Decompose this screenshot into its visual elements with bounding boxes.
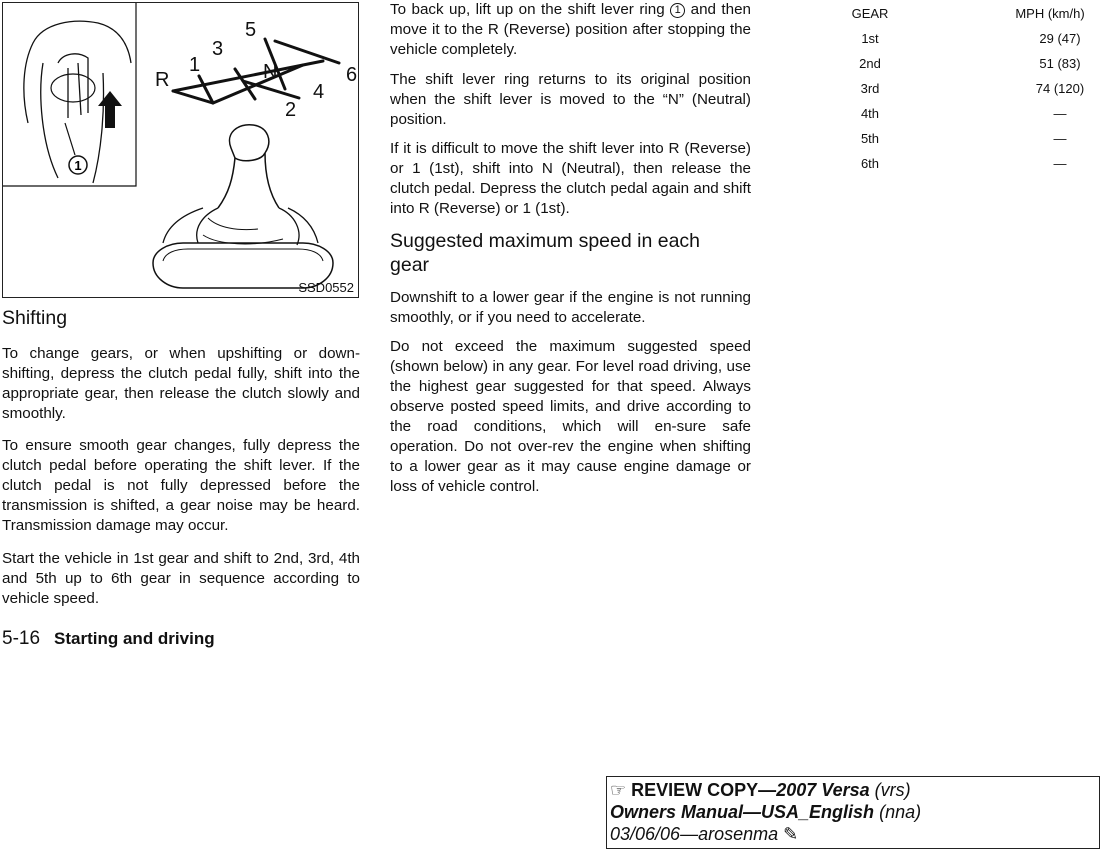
table-row (790, 56, 1095, 81)
middle-paragraph-3: If it is difficult to move the shift lever into R (Reverse) or 1 (1st), shift into N (Neutral), then release the clutch pedal. Depress the clutch pedal again and shift into R (Reverse) or 1 (1st). (390, 140, 751, 217)
gate-label-2: 2 (285, 99, 297, 121)
speed-cell: 51 (83) (1039, 56, 1081, 71)
middle-paragraph-2: The shift lever ring returns to its original position when the shift lever is moved to the “N” (Neutral) position. (390, 71, 751, 128)
table-row (790, 156, 1095, 181)
gear-cell: 1st (861, 31, 879, 46)
ring-reference-icon: 1 (670, 3, 685, 18)
middle-paragraph-5: Do not exceed the maximum suggested speed (shown below) in any gear. For level road driving, use the highest gear suggested for that speed. Always observe posted speed limits, and drive according to the road conditions, which will en-sure safe operation. Do not over-rev the engine when shifting to a lower gear as it may cause engine damage or loss of vehicle control. (390, 338, 751, 495)
middle-p1-start: To back up, lift up on the shift lever ring (390, 1, 665, 18)
speed-cell: — (1053, 131, 1067, 146)
gate-label-n: N (263, 61, 278, 83)
left-paragraph-3: Start the vehicle in 1st gear and shift to 2nd, 3rd, 4th and 5th up to 6th gear in sequence according to vehicle speed. (2, 550, 360, 607)
table-row (790, 81, 1095, 106)
gate-label-5: 5 (245, 19, 257, 41)
max-speed-table (790, 6, 1095, 181)
header-gear: GEAR (851, 6, 889, 21)
gate-label-1: 1 (189, 54, 201, 76)
middle-paragraph-4: Downshift to a lower gear if the engine is not running smoothly, or if you need to accelerate. (390, 289, 751, 326)
gate-label-r: R (155, 69, 170, 91)
speed-cell: 29 (47) (1039, 31, 1081, 46)
table-row (790, 31, 1095, 56)
left-paragraph-1: To change gears, or when upshifting or down-shifting, depress the clutch pedal fully, shift into the appropriate gear, then release the clutch slowly and smoothly. (2, 345, 360, 422)
review-line-1: ☞ REVIEW COPY—2007 Versa (vrs) (610, 780, 911, 800)
table-row (790, 131, 1095, 156)
pencil-icon: ✎ (783, 824, 799, 844)
middle-p1-end: and then move it to the R (Reverse) position after stopping the vehicle completely. (390, 1, 751, 58)
gear-cell: 4th (860, 106, 880, 121)
left-paragraph-2: To ensure smooth gear changes, fully depress the clutch pedal before operating the shift lever. If the clutch pedal is not fully depressed before the transmission is shifted, a gear noise may be heard. Transmission damage may occur. (2, 437, 360, 534)
gear-cell: 3rd (860, 81, 880, 96)
shift-pattern-illustration (3, 3, 360, 299)
section-title: Starting and driving (54, 629, 215, 648)
gear-cell: 6th (860, 156, 880, 171)
ring-callout-label: 1 (74, 158, 82, 173)
review-line-2: Owners Manual—USA_English (nna) (610, 802, 922, 822)
speed-cell: — (1053, 156, 1067, 171)
shift-lever-figure (2, 2, 359, 298)
speed-cell: — (1053, 106, 1067, 121)
review-line-3: 03/06/06—arosenma ✎ (610, 824, 799, 844)
page-footer (2, 628, 215, 650)
page-number: 5-16 (2, 628, 41, 649)
gate-label-6: 6 (346, 64, 358, 86)
heading-max-speed: Suggested maximum speed in each gear (390, 230, 701, 276)
middle-paragraph-1 (390, 0, 751, 60)
table-header-row (790, 6, 1095, 31)
gate-label-3: 3 (212, 38, 224, 60)
gear-cell: 2nd (859, 56, 881, 71)
review-copy-stamp (606, 776, 1100, 849)
pointing-hand-icon: ☞ (610, 780, 627, 800)
speed-cell: 74 (120) (1035, 81, 1085, 96)
gate-label-4: 4 (313, 81, 325, 103)
header-speed: MPH (km/h) (1015, 6, 1085, 21)
gear-cell: 5th (860, 131, 880, 146)
table-row (790, 106, 1095, 131)
heading-shifting: Shifting (2, 307, 68, 329)
figure-code: SSD0552 (298, 280, 354, 295)
